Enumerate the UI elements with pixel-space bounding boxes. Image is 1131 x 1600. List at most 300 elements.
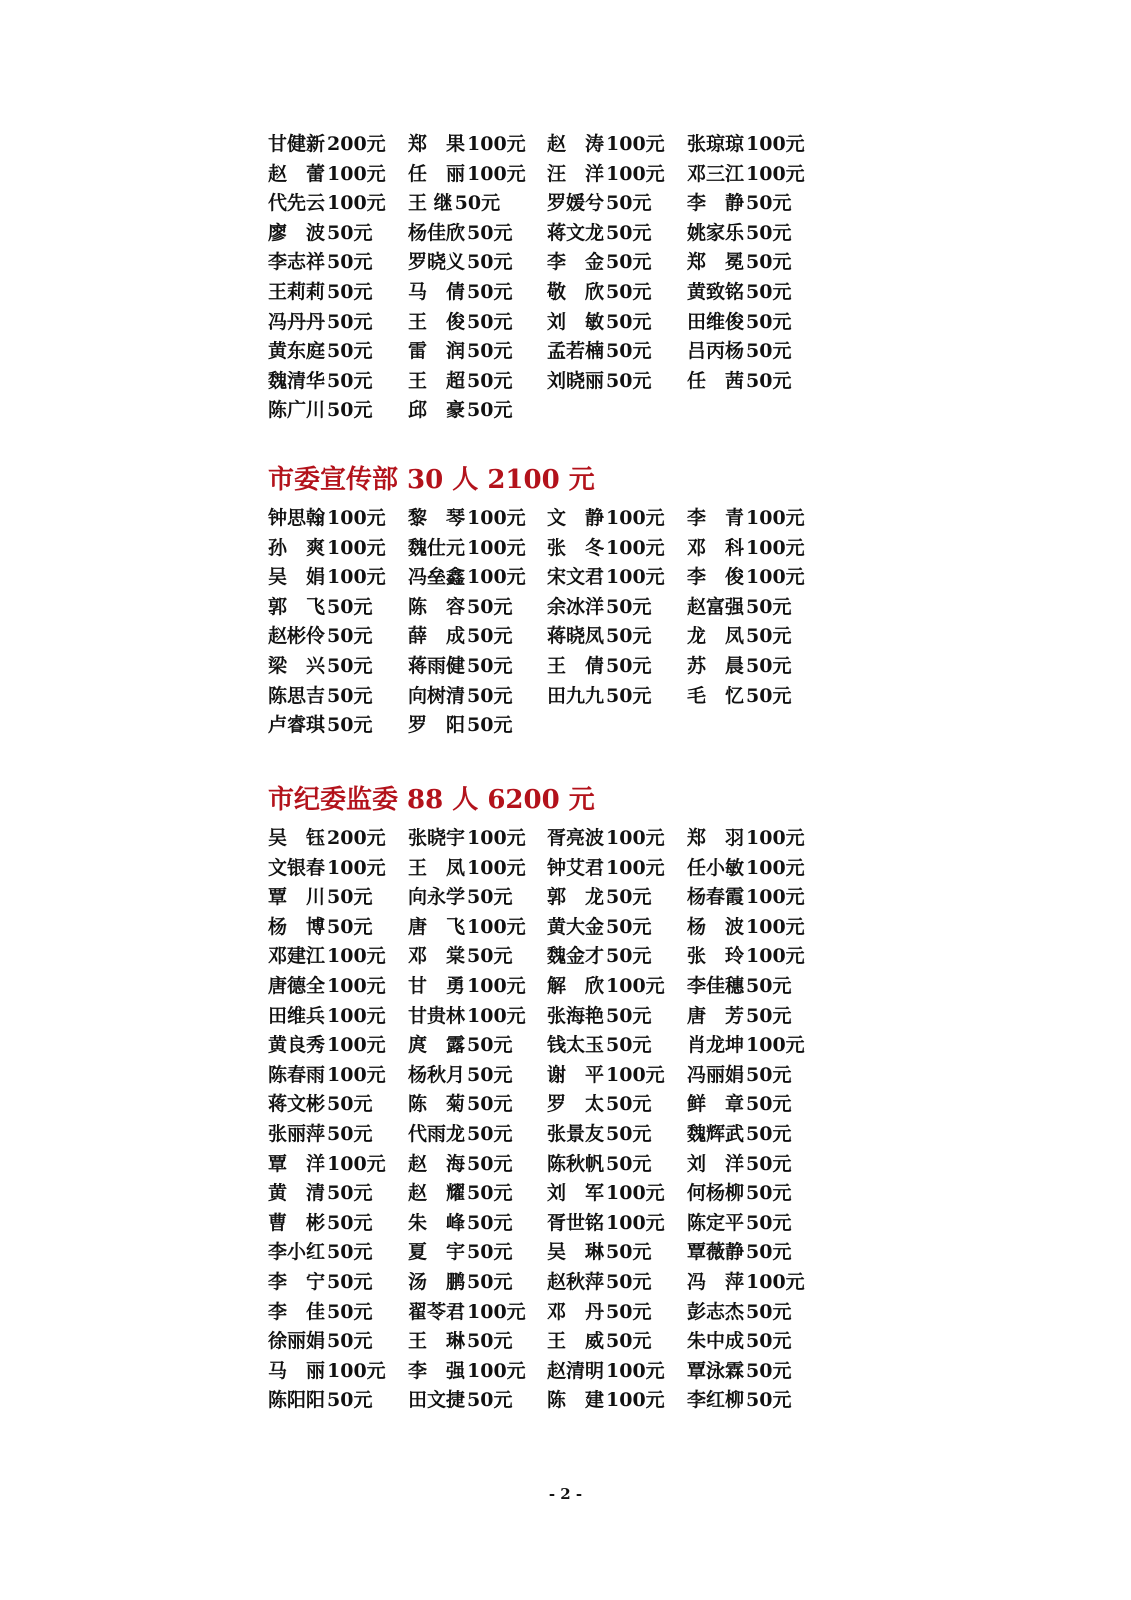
donation-amount: 100元: [606, 1211, 665, 1234]
donor-name: 庹 露: [408, 1034, 466, 1057]
donor-name: 张晓宇: [408, 827, 466, 849]
donor-entry: [268, 1150, 408, 1180]
donation-amount: 100元: [746, 133, 805, 155]
donor-name: 胥世铭: [547, 1211, 605, 1234]
donor-entry: [687, 622, 837, 652]
donor-name: 罗 阳: [408, 714, 466, 737]
donor-entry: [408, 563, 547, 593]
donor-name: 赵富强: [687, 595, 745, 618]
donation-amount: 50元: [327, 1093, 373, 1116]
donation-amount: 50元: [606, 625, 652, 648]
donor-entry: [547, 913, 687, 943]
donation-amount: 100元: [606, 974, 665, 997]
donor-name: 邓 丹: [547, 1300, 605, 1323]
donation-amount: 50元: [467, 1330, 513, 1353]
donation-amount: 50元: [467, 1270, 513, 1293]
donor-name: 李志祥: [268, 251, 326, 274]
donor-entry: [268, 593, 408, 623]
donor-entry: [687, 248, 837, 278]
donor-name: 唐 飞: [408, 915, 466, 938]
donor-name: 刘 敏: [547, 310, 605, 333]
donor-name: 陈 菊: [408, 1093, 466, 1116]
donor-name: 李 俊: [687, 566, 745, 589]
donor-entry: [408, 824, 547, 854]
donation-amount: 100元: [606, 1359, 665, 1382]
section-title: 市纪委监委 88 人 6200 元: [268, 785, 595, 815]
donation-amount: 50元: [746, 1004, 792, 1027]
donor-entry: [687, 854, 837, 884]
donor-name: 田九九: [547, 684, 605, 707]
donation-amount: 50元: [327, 1300, 373, 1323]
donation-amount: 50元: [606, 654, 652, 677]
donor-entry: [687, 824, 837, 854]
donor-entry: [547, 219, 687, 249]
donor-entry: [268, 563, 408, 593]
donation-amount: 50元: [327, 340, 373, 363]
donation-amount: 50元: [327, 1211, 373, 1234]
donor-entry: [547, 1002, 687, 1032]
donation-amount: 100元: [467, 133, 526, 155]
donor-name: 敬 欣: [547, 280, 605, 303]
donor-entry: [408, 248, 547, 278]
donor-entry: [268, 534, 408, 564]
donor-name: 向永学: [408, 886, 466, 909]
donor-entry: [268, 1120, 408, 1150]
donor-name: 王 琳: [408, 1330, 466, 1353]
donor-name: 陈广川: [268, 399, 326, 422]
donor-entry: [268, 1209, 408, 1239]
donation-amount: 100元: [746, 1270, 805, 1293]
donor-name: 代先云: [268, 192, 326, 215]
donor-entry: [687, 913, 837, 943]
donor-name: 唐德全: [268, 974, 326, 997]
donor-entry: [408, 504, 547, 534]
donor-name: 赵 耀: [408, 1182, 466, 1205]
donor-name: 何杨柳: [687, 1182, 745, 1205]
donor-entry: [408, 1238, 547, 1268]
donor-name: 徐丽娟: [268, 1330, 326, 1353]
donation-amount: 50元: [327, 399, 373, 422]
donation-amount: 50元: [327, 310, 373, 333]
donation-amount: 50元: [467, 221, 513, 244]
donation-amount: 50元: [327, 714, 373, 737]
donor-entry: [687, 130, 837, 160]
donation-amount: 50元: [606, 369, 652, 392]
donation-amount: 50元: [606, 915, 652, 938]
donation-amount: 50元: [606, 1034, 652, 1057]
donor-entry: [408, 219, 547, 249]
donation-amount: 100元: [746, 1034, 805, 1057]
donor-entry: [268, 160, 408, 190]
donor-name: 梁 兴: [268, 654, 326, 677]
donor-entry: [268, 1298, 408, 1328]
donor-name: 李 宁: [268, 1270, 326, 1293]
donor-name: 覃薇静: [687, 1241, 745, 1264]
donation-amount: 100元: [467, 162, 526, 185]
donor-entry: [408, 1327, 547, 1357]
donor-entry: [408, 622, 547, 652]
donation-amount: 50元: [606, 192, 652, 215]
donor-entry: [268, 854, 408, 884]
donation-amount: 50元: [746, 1093, 792, 1116]
donor-name: 李 金: [547, 251, 605, 274]
section-title: 市委宣传部 30 人 2100 元: [268, 465, 595, 495]
donor-entry: [408, 396, 547, 426]
donation-amount: 50元: [327, 221, 373, 244]
donation-amount: 100元: [746, 827, 805, 849]
donor-entry: [408, 1061, 547, 1091]
donation-amount: 50元: [746, 1389, 792, 1412]
donation-amount: 200元: [327, 133, 386, 155]
donation-amount: 100元: [327, 162, 386, 185]
donor-name: 刘 军: [547, 1182, 605, 1205]
donation-amount: 100元: [327, 1152, 386, 1175]
donor-name: 杨 波: [687, 915, 745, 938]
donor-entry: [547, 189, 687, 219]
donation-amount: 50元: [327, 625, 373, 648]
donor-entry: [547, 972, 687, 1002]
donor-name: 赵 蕾: [268, 162, 326, 185]
donor-name: 王 倩: [547, 654, 605, 677]
donor-entry: [408, 913, 547, 943]
donor-entry: [268, 913, 408, 943]
donor-name: 杨秋月: [408, 1063, 466, 1086]
donation-amount: 50元: [327, 684, 373, 707]
donor-entry: [547, 1090, 687, 1120]
donation-amount: 50元: [746, 1359, 792, 1382]
donor-name: 吕丙杨: [687, 340, 745, 363]
donor-entry: [547, 1238, 687, 1268]
donor-entry: [268, 1090, 408, 1120]
donor-name: 黎 琴: [408, 507, 466, 529]
donor-name: 孟若楠: [547, 340, 605, 363]
donor-entry: [268, 1327, 408, 1357]
donation-amount: 50元: [746, 1182, 792, 1205]
donor-name: 覃泳霖: [687, 1359, 745, 1382]
donor-name: 王 威: [547, 1330, 605, 1353]
donor-name: 李红柳: [687, 1389, 745, 1412]
donor-entry: [687, 189, 837, 219]
donation-amount: 50元: [746, 369, 792, 392]
donation-amount: 100元: [327, 566, 386, 589]
donor-name: 赵清明: [547, 1359, 605, 1382]
donor-name: 毛 忆: [687, 684, 745, 707]
donor-name: 钟思翰: [268, 507, 326, 529]
donation-amount: 50元: [746, 684, 792, 707]
donor-entry: [687, 563, 837, 593]
donation-amount: 50元: [327, 251, 373, 274]
donor-name: 钱太玉: [547, 1034, 605, 1057]
donation-amount: 50元: [327, 595, 373, 618]
donor-name: 张海艳: [547, 1004, 605, 1027]
donor-name: 邓 棠: [408, 945, 466, 968]
donor-entry: [268, 1357, 408, 1387]
donor-entry: [547, 824, 687, 854]
donor-entry: [408, 1386, 547, 1416]
donor-entry: [547, 883, 687, 913]
donation-amount: 50元: [467, 369, 513, 392]
donor-name: 郑 果: [408, 133, 466, 155]
donor-name: 薛 成: [408, 625, 466, 648]
donor-name: 甘 勇: [408, 974, 466, 997]
donor-name: 赵 涛: [547, 133, 605, 155]
donor-entry: [408, 1298, 547, 1328]
donor-entry: [408, 308, 547, 338]
donor-entry: [268, 972, 408, 1002]
donor-entry: [408, 1090, 547, 1120]
donor-name: 任 丽: [408, 162, 466, 185]
donation-amount: 100元: [467, 856, 526, 879]
donor-name: 甘贵林: [408, 1004, 466, 1027]
donation-amount: 50元: [467, 1093, 513, 1116]
donor-name: 吴 琳: [547, 1241, 605, 1264]
donor-entry: [687, 972, 837, 1002]
donor-entry: [687, 883, 837, 913]
donation-amount: 50元: [467, 280, 513, 303]
donation-amount: 50元: [467, 1211, 513, 1234]
donation-amount: 50元: [327, 1270, 373, 1293]
donor-name: 田文捷: [408, 1389, 466, 1412]
donation-amount: 50元: [606, 1152, 652, 1175]
donation-amount: 100元: [746, 886, 805, 909]
donor-entry: [687, 1298, 837, 1328]
donor-entry: [687, 1061, 837, 1091]
donor-entry: [547, 248, 687, 278]
donation-amount: 100元: [746, 915, 805, 938]
donation-amount: 50元: [454, 192, 501, 215]
donor-name: 邓建江: [268, 945, 326, 968]
donor-entry: [547, 622, 687, 652]
donor-entry: [268, 278, 408, 308]
donor-name: 李 静: [687, 192, 745, 215]
donor-name: 张琼琼: [687, 133, 745, 155]
donor-entry: [408, 1002, 547, 1032]
donor-name: 冯 萍: [687, 1270, 745, 1293]
donation-amount: 50元: [746, 974, 792, 997]
donation-amount: 100元: [467, 827, 526, 849]
donation-amount: 50元: [467, 654, 513, 677]
donor-entry: [268, 652, 408, 682]
donation-amount: 50元: [467, 886, 513, 909]
donation-amount: 100元: [327, 192, 386, 215]
donor-entry: [268, 1179, 408, 1209]
donation-amount: 50元: [746, 654, 792, 677]
donor-name: 杨春霞: [687, 886, 745, 909]
donor-name: 李 青: [687, 507, 745, 529]
donor-entry: [687, 1327, 837, 1357]
donation-amount: 50元: [467, 399, 513, 422]
donor-name: 魏仕元: [408, 536, 466, 559]
donor-name: 魏金才: [547, 945, 605, 968]
donor-entry: [687, 652, 837, 682]
donor-entry: [408, 1209, 547, 1239]
donor-name: 代雨龙: [408, 1122, 466, 1145]
donor-entry: [547, 160, 687, 190]
donor-entry: [408, 883, 547, 913]
donation-amount: 50元: [467, 714, 513, 737]
donation-amount: 50元: [606, 1300, 652, 1323]
donor-name: 魏辉武: [687, 1122, 745, 1145]
donation-amount: 100元: [606, 856, 665, 879]
donation-amount: 50元: [746, 1122, 792, 1145]
donor-name: 王 继: [408, 192, 453, 215]
donor-name: 冯丽娟: [687, 1063, 745, 1086]
donation-amount: 50元: [467, 945, 513, 968]
donor-entry: [408, 367, 547, 397]
donor-name: 陈 容: [408, 595, 466, 618]
donation-amount: 100元: [746, 536, 805, 559]
donation-amount: 50元: [746, 251, 792, 274]
donor-entry: [408, 337, 547, 367]
donation-amount: 50元: [746, 192, 792, 215]
donor-entry: [268, 248, 408, 278]
donor-name: 陈定平: [687, 1211, 745, 1234]
donation-amount: 100元: [606, 1182, 665, 1205]
donor-name: 邓三江: [687, 162, 745, 185]
donor-name: 蒋雨健: [408, 654, 466, 677]
donor-name: 张 玲: [687, 945, 745, 968]
donor-name: 翟苓君: [408, 1300, 466, 1323]
donor-entry: [268, 942, 408, 972]
donor-name: 刘 洋: [687, 1152, 745, 1175]
donor-entry: [408, 1268, 547, 1298]
donation-amount: 50元: [746, 625, 792, 648]
donation-amount: 50元: [467, 310, 513, 333]
donor-entry: [547, 593, 687, 623]
donor-name: 覃 洋: [268, 1152, 326, 1175]
donor-entry: [547, 1298, 687, 1328]
donor-name: 罗 太: [547, 1093, 605, 1116]
donation-amount: 100元: [327, 507, 386, 529]
donor-entry: [547, 337, 687, 367]
donation-amount: 50元: [606, 310, 652, 333]
donor-entry: [408, 1179, 547, 1209]
donor-grid: [268, 504, 888, 741]
donation-amount: 50元: [746, 340, 792, 363]
donor-name: 雷 润: [408, 340, 466, 363]
donor-entry: [408, 682, 547, 712]
donor-name: 张景友: [547, 1122, 605, 1145]
donor-entry: [268, 189, 408, 219]
donor-entry: [268, 1002, 408, 1032]
donor-entry: [687, 160, 837, 190]
donor-name: 唐 芳: [687, 1004, 745, 1027]
donation-amount: 50元: [327, 1389, 373, 1412]
donation-amount: 50元: [467, 1182, 513, 1205]
donor-entry: [408, 278, 547, 308]
donation-amount: 50元: [746, 595, 792, 618]
donor-entry: [687, 504, 837, 534]
donor-name: 张 冬: [547, 536, 605, 559]
donor-name: 李佳穗: [687, 974, 745, 997]
donation-amount: 100元: [746, 507, 805, 529]
donor-entry: [547, 563, 687, 593]
donor-entry: [408, 1357, 547, 1387]
donor-name: 赵秋萍: [547, 1270, 605, 1293]
donation-amount: 100元: [746, 162, 805, 185]
donor-name: 汤 鹏: [408, 1270, 466, 1293]
donor-entry: [547, 367, 687, 397]
donation-amount: 50元: [746, 1300, 792, 1323]
donor-entry: [268, 883, 408, 913]
donation-amount: 50元: [606, 945, 652, 968]
donation-amount: 50元: [746, 1152, 792, 1175]
donor-entry: [268, 219, 408, 249]
donor-name: 郑 冕: [687, 251, 745, 274]
donation-amount: 100元: [467, 974, 526, 997]
donor-entry: [687, 1002, 837, 1032]
donor-name: 任小敏: [687, 856, 745, 879]
donation-amount: 50元: [606, 251, 652, 274]
donor-name: 胥亮波: [547, 827, 605, 849]
donation-amount: 50元: [606, 684, 652, 707]
donor-name: 鲜 章: [687, 1093, 745, 1116]
donation-amount: 50元: [606, 886, 652, 909]
donation-amount: 50元: [606, 221, 652, 244]
donor-entry: [687, 593, 837, 623]
donation-amount: 50元: [606, 595, 652, 618]
donor-entry: [687, 942, 837, 972]
donor-entry: [547, 278, 687, 308]
donor-entry: [547, 682, 687, 712]
donation-amount: 50元: [467, 684, 513, 707]
donor-entry: [687, 682, 837, 712]
donation-amount: 50元: [467, 1122, 513, 1145]
donor-name: 吴 娟: [268, 566, 326, 589]
donation-amount: 100元: [467, 536, 526, 559]
donor-entry: [687, 337, 837, 367]
donor-name: 陈思吉: [268, 684, 326, 707]
donation-amount: 50元: [467, 251, 513, 274]
donation-amount: 100元: [606, 1063, 665, 1086]
donation-amount: 50元: [746, 310, 792, 333]
donor-name: 卢睿琪: [268, 714, 326, 737]
donor-entry: [687, 534, 837, 564]
donor-entry: [268, 308, 408, 338]
donor-entry: [687, 308, 837, 338]
donor-name: 龙 凤: [687, 625, 745, 648]
donor-entry: [547, 1150, 687, 1180]
donor-name: 冯丹丹: [268, 310, 326, 333]
donor-entry: [687, 1150, 837, 1180]
donor-name: 向树清: [408, 684, 466, 707]
donor-entry: [687, 1179, 837, 1209]
donor-entry: [408, 711, 547, 741]
donation-amount: 50元: [327, 915, 373, 938]
donor-entry: [547, 1209, 687, 1239]
donation-amount: 50元: [746, 1241, 792, 1264]
donation-amount: 50元: [746, 1211, 792, 1234]
donation-amount: 50元: [467, 625, 513, 648]
donor-name: 蒋文龙: [547, 221, 605, 244]
donor-entry: [268, 504, 408, 534]
donor-entry: [687, 1120, 837, 1150]
section-discipline-commission: [268, 783, 888, 1416]
donor-grid: [268, 824, 888, 1416]
donor-name: 彭志杰: [687, 1300, 745, 1323]
donor-name: 罗晓义: [408, 251, 466, 274]
donor-name: 王莉莉: [268, 280, 326, 303]
donation-amount: 50元: [467, 1034, 513, 1057]
donor-entry: [268, 824, 408, 854]
donor-entry: [687, 219, 837, 249]
donation-amount: 100元: [327, 945, 386, 968]
donation-amount: 200元: [327, 827, 386, 849]
donor-name: 田维俊: [687, 310, 745, 333]
donor-name: 肖龙坤: [687, 1034, 745, 1057]
donor-name: 曹 彬: [268, 1211, 326, 1234]
donor-name: 覃 川: [268, 886, 326, 909]
